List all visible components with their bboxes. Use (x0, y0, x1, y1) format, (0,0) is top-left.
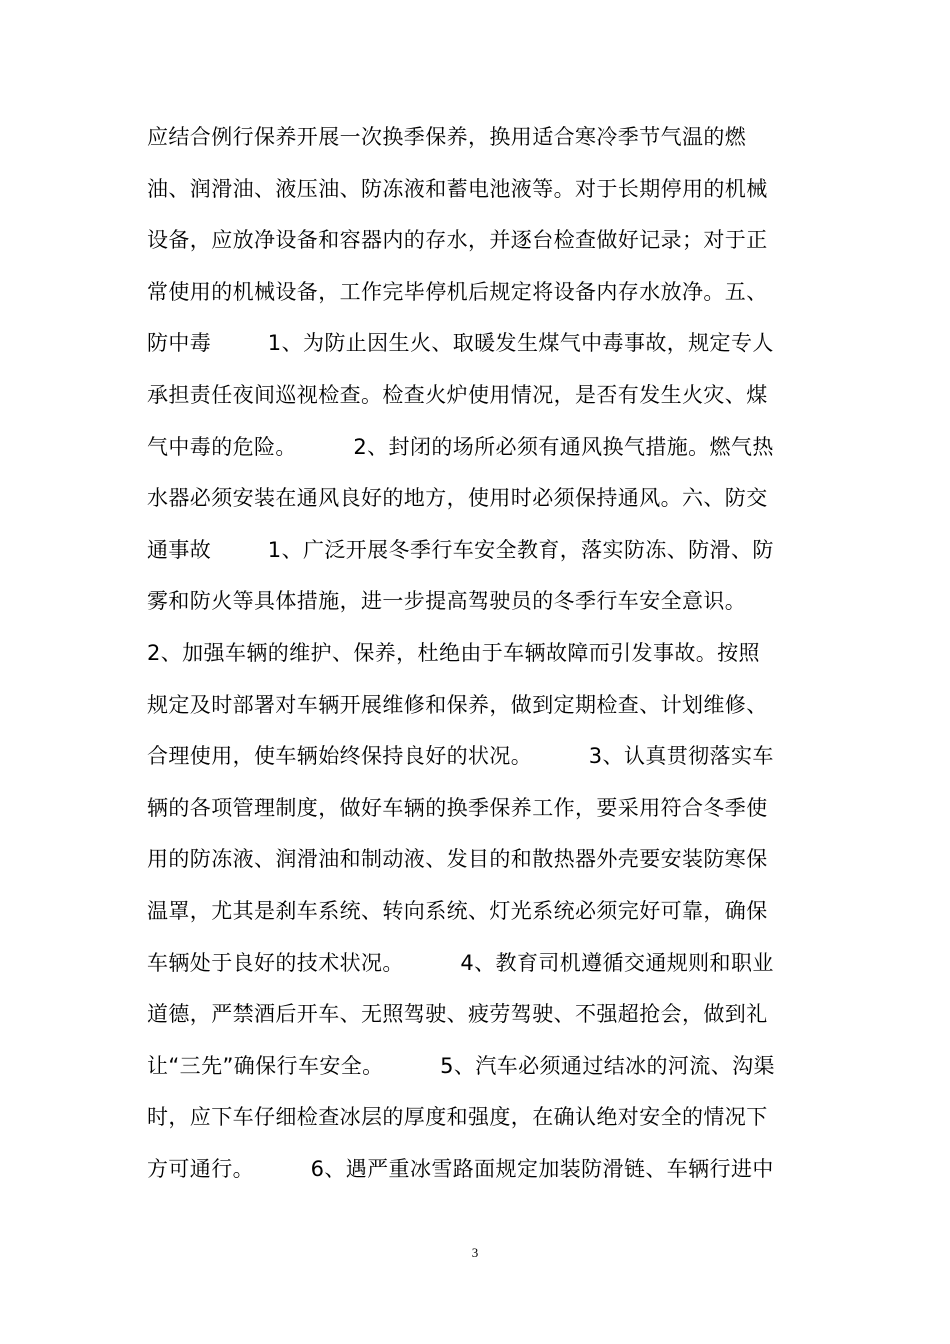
text-line: 油、润滑油、液压油、防冻液和蓄电池液等。对于长期停用的机械 (147, 176, 768, 201)
text-line: 2、加强车辆的维护、保养，杜绝由于车辆故障而引发事故。按照 (147, 640, 760, 665)
text-line: 规定及时部署对车辆开展维修和保养，做到定期检查、计划维修、 (147, 692, 768, 717)
text-line: 承担责任夜间巡视检查。检查火炉使用情况，是否有发生火灾、煤 (147, 382, 768, 407)
text-line: 合理使用，使车辆始终保持良好的状况。 3、认真贯彻落实车 (147, 744, 774, 769)
text-line: 常使用的机械设备，工作完毕停机后规定将设备内存水放净。五、 (147, 279, 768, 304)
text-line: 应结合例行保养开展一次换季保养，换用适合寒冷季节气温的燃 (147, 125, 747, 149)
body-text (147, 112, 807, 1195)
text-line: 水器必须安装在通风良好的地方，使用时必须保持通风。六、防交 (147, 486, 768, 511)
text-line: 通事故 1、广泛开展冬季行车安全教育，落实防冻、防滑、防 (147, 537, 774, 562)
text-line: 辆的各项管理制度，做好车辆的换季保养工作，要采用符合冬季使 (147, 795, 768, 820)
text-line: 车辆处于良好的技术状况。 4、教育司机遵循交通规则和职业 (147, 950, 774, 975)
text-line: 时，应下车仔细检查冰层的厚度和强度，在确认绝对安全的情况下 (147, 1105, 768, 1130)
text-line: 设备，应放净设备和容器内的存水，并逐台检查做好记录；对于正 (147, 228, 768, 253)
page-number: 3 (471, 1245, 479, 1260)
text-line: 气中毒的危险。 2、封闭的场所必须有通风换气措施。燃气热 (147, 434, 774, 459)
text-line: 防中毒 1、为防止因生火、取暖发生煤气中毒事故，规定专人 (147, 331, 774, 356)
text-line: 用的防冻液、润滑油和制动液、发目的和散热器外壳要安装防寒保 (147, 847, 768, 872)
text-line: 雾和防火等具体措施，进一步提高驾驶员的冬季行车安全意识。 (147, 589, 747, 614)
text-line: 方可通行。 6、遇严重冰雪路面规定加装防滑链、车辆行进中 (147, 1156, 774, 1181)
text-line: 让“三先”确保行车安全。 5、汽车必须通过结冰的河流、沟渠 (147, 1053, 775, 1078)
text-line: 温罩，尤其是刹车系统、转向系统、灯光系统必须完好可靠，确保 (147, 898, 768, 923)
text-line: 道德，严禁酒后开车、无照驾驶、疲劳驾驶、不强超抢会，做到礼 (147, 1002, 768, 1027)
